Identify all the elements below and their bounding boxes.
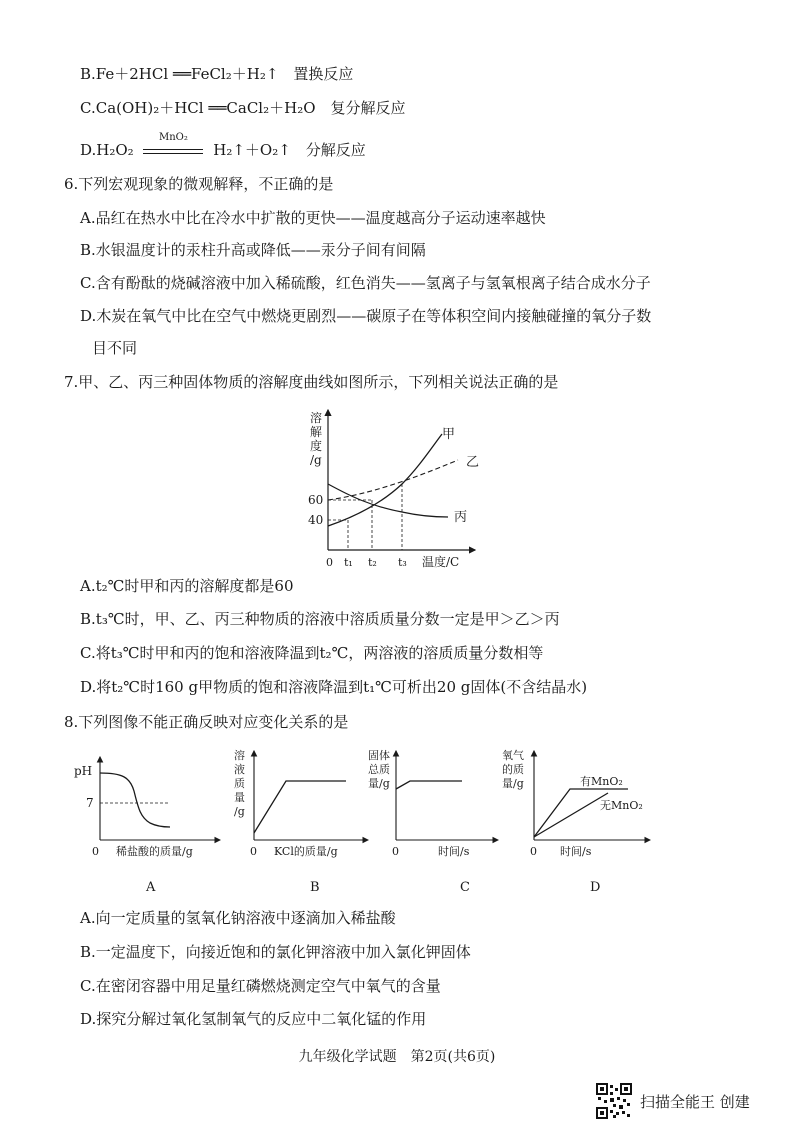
- graph-label-c: C: [460, 880, 470, 895]
- label-jia: 甲: [442, 427, 456, 442]
- graph-c: [366, 745, 506, 895]
- curve-solution-mass: [254, 781, 346, 833]
- y-label-line-3: 量/g: [368, 777, 390, 790]
- graph-label-a: A: [146, 880, 156, 895]
- x-tick-t2: t₂: [368, 556, 377, 569]
- q5-option-d-reactant: D.H₂O₂: [80, 141, 134, 159]
- origin-label: 0: [250, 845, 257, 858]
- curve-solid-mass: [396, 781, 462, 789]
- q6-option-d-cont: 目不同: [92, 339, 138, 357]
- x-label: 时间/s: [438, 845, 470, 858]
- y-label-line-2: 总质: [368, 763, 390, 776]
- watermark-text: 扫描全能王 创建: [640, 1092, 750, 1111]
- curve-with-mno2: [534, 789, 628, 837]
- q6-option-d: D.木炭在氧气中比在空气中燃烧更剧烈——碳原子在等体积空间内接触碰撞的氧分子数: [80, 307, 652, 325]
- y-label-char-1: 溶: [310, 411, 323, 425]
- x-label: 温度/C: [422, 555, 460, 569]
- y-label-line-1: 固体: [368, 749, 390, 762]
- y-label-char-1: 溶: [234, 749, 245, 762]
- catalyst-label: MnO₂: [159, 132, 188, 143]
- y-tick-7: 7: [86, 796, 94, 810]
- y-label: pH: [74, 764, 93, 778]
- q6-option-a: A.品红在热水中比在冷水中扩散的更快——温度越高分子运动速率越快: [80, 209, 546, 227]
- y-tick-60: 60: [308, 493, 324, 507]
- q8-option-c: C.在密闭容器中用足量红磷燃烧测定空气中氧气的含量: [80, 977, 441, 995]
- scanner-watermark: [596, 1081, 750, 1121]
- y-label-char-3: 度: [310, 439, 323, 453]
- graph-label-b: B: [310, 880, 320, 895]
- q6-stem: 6.下列宏观现象的微观解释，不正确的是: [64, 175, 334, 193]
- origin-label: 0: [92, 845, 99, 858]
- q7-stem: 7.甲、乙、丙三种固体物质的溶解度曲线如图所示，下列相关说法正确的是: [64, 373, 559, 391]
- origin-label: 0: [326, 556, 333, 569]
- y-label-char-2: 液: [234, 763, 245, 776]
- q8-option-b: B.一定温度下，向接近饱和的氯化钾溶液中加入氯化钾固体: [80, 943, 471, 961]
- y-label-char-4: 量: [234, 791, 245, 804]
- x-label: 时间/s: [560, 845, 592, 858]
- q5-option-c: C.Ca(OH)₂＋HCl ══CaCl₂＋H₂O 复分解反应: [80, 99, 406, 117]
- label-bing: 丙: [454, 510, 468, 525]
- y-label-line-3: 量/g: [502, 777, 524, 790]
- x-label: 稀盐酸的质量/g: [116, 845, 193, 858]
- q6-option-c: C.含有酚酞的烧碱溶液中加入稀硫酸，红色消失——氢离子与氢氧根离子结合成水分子: [80, 274, 651, 292]
- x-tick-t3: t₃: [398, 556, 407, 569]
- q8-stem: 8.下列图像不能正确反映对应变化关系的是: [64, 713, 349, 731]
- solubility-chart: [290, 400, 520, 580]
- curve-bing: [328, 484, 448, 517]
- q6-option-b: B.水银温度计的汞柱升高或降低——汞分子间有间隔: [80, 241, 426, 259]
- q8-option-d: D.探究分解过氧化氢制氧气的反应中二氧化锰的作用: [80, 1010, 427, 1028]
- q5-option-d: [80, 132, 366, 160]
- q5-option-d-products: H₂↑＋O₂↑ 分解反应: [213, 141, 366, 159]
- q8-option-a: A.向一定质量的氢氧化钠溶液中逐滴加入稀盐酸: [80, 909, 396, 927]
- y-label-line-1: 氧气: [502, 749, 524, 762]
- graph-d: [500, 745, 660, 895]
- q5-option-b: B.Fe＋2HCl ══FeCl₂＋H₂↑ 置换反应: [80, 65, 354, 83]
- curve-jia: [328, 434, 442, 526]
- y-label-char-2: 解: [310, 425, 323, 439]
- curve-ph: [100, 773, 170, 827]
- label-with-mno2: 有MnO₂: [580, 775, 623, 788]
- q7-option-a: A.t₂℃时甲和丙的溶解度都是60: [80, 577, 294, 595]
- qr-code-icon: [596, 1083, 632, 1119]
- y-label-char-5: /g: [234, 805, 245, 818]
- graph-b: [228, 745, 378, 895]
- graph-a: [70, 745, 230, 895]
- origin-label: 0: [392, 845, 399, 858]
- label-yi: 乙: [466, 455, 480, 470]
- y-label-char-3: 质: [234, 777, 245, 790]
- q7-option-d: D.将t₂℃时160 g甲物质的饱和溶液降温到t₁℃可析出20 g固体(不含结晶水): [80, 678, 588, 696]
- q7-option-c: C.将t₃℃时甲和丙的饱和溶液降温到t₂℃，两溶液的溶质质量分数相等: [80, 644, 544, 662]
- origin-label: 0: [530, 845, 537, 858]
- graph-label-d: D: [590, 880, 601, 895]
- page-footer: 九年级化学试题 第2页(共6页): [298, 1049, 496, 1065]
- label-without-mno2: 无MnO₂: [600, 799, 643, 812]
- y-tick-40: 40: [308, 513, 324, 527]
- x-label: KCl的质量/g: [274, 845, 338, 858]
- q7-option-b: B.t₃℃时，甲、乙、丙三种物质的溶液中溶质质量分数一定是甲＞乙＞丙: [80, 610, 560, 628]
- x-tick-t1: t₁: [344, 556, 353, 569]
- y-label-char-4: /g: [310, 453, 322, 467]
- curve-without-mno2: [534, 793, 608, 837]
- y-label-line-2: 的质: [502, 763, 524, 776]
- catalyst-arrow: [140, 132, 206, 160]
